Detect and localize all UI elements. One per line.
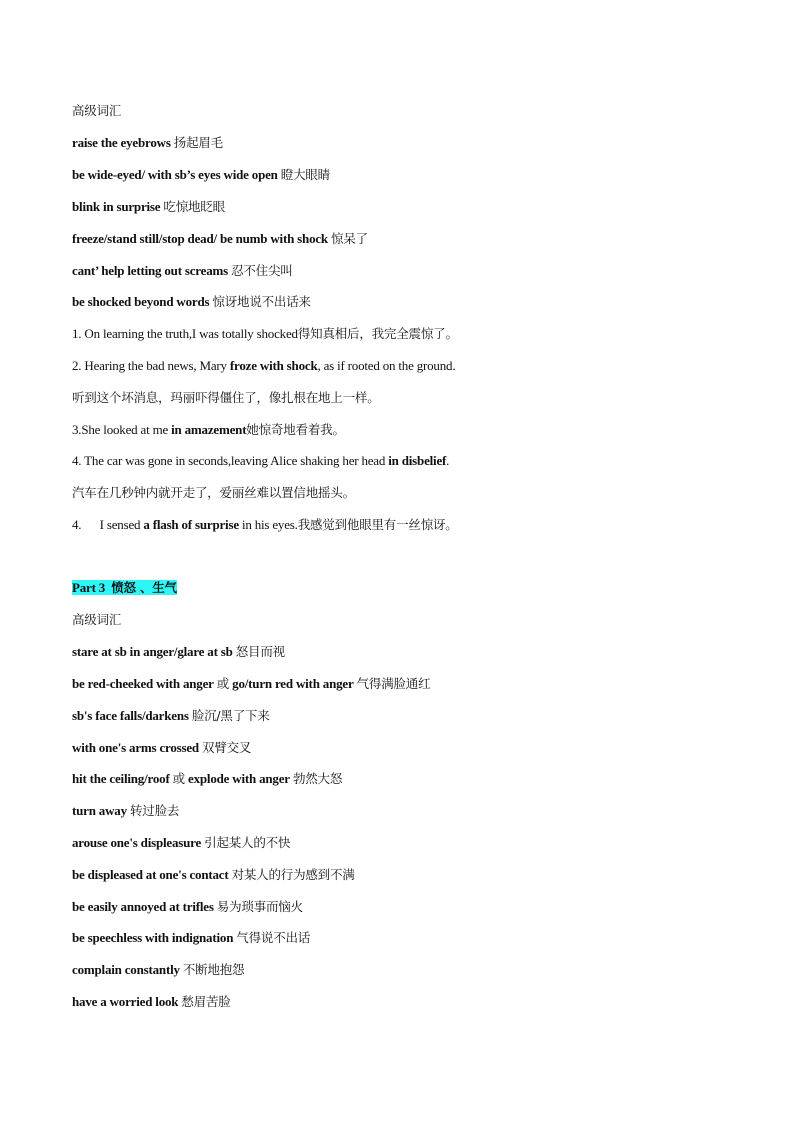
- example-sentence: 4. I sensed a flash of surprise in his eyes.我感觉到他眼里有一丝惊讶。: [72, 517, 458, 532]
- vocab-item: freeze/stand still/stop dead/ be numb with shock 惊呆了: [72, 231, 368, 246]
- vocab-item: turn away 转过脸去: [72, 803, 180, 818]
- vocab-item: be easily annoyed at trifles 易为琐事而恼火: [72, 899, 303, 914]
- section-heading: 高级词汇: [72, 612, 122, 627]
- vocab-item: be red-cheeked with anger 或 go/turn red with anger 气得满脸通红: [72, 676, 431, 691]
- example-sentence: 1. On learning the truth,I was totally shocked得知真相后，我完全震惊了。: [72, 326, 458, 341]
- vocab-item: be displeased at one's contact 对某人的行为感到不满: [72, 867, 355, 882]
- vocab-item: have a worried look 愁眉苦脸: [72, 994, 231, 1009]
- vocab-item: with one's arms crossed 双臂交叉: [72, 740, 252, 755]
- vocab-item: stare at sb in anger/glare at sb 怒目而视: [72, 644, 285, 659]
- part-heading: Part 3 愤怒 、生气: [72, 580, 177, 595]
- example-sentence: 4. The car was gone in seconds,leaving Alice shaking her head in disbelief.: [72, 453, 450, 468]
- vocab-item: blink in surprise 吃惊地眨眼: [72, 199, 225, 214]
- vocab-item: sb's face falls/darkens 脸沉/黑了下来: [72, 708, 270, 723]
- vocab-item: cant’ help letting out screams 忍不住尖叫: [72, 263, 293, 278]
- vocab-item: be shocked beyond words 惊讶地说不出话来: [72, 294, 311, 309]
- vocab-item: hit the ceiling/roof 或 explode with anger 勃然大怒: [72, 771, 343, 786]
- vocab-item: be speechless with indignation 气得说不出话: [72, 930, 311, 945]
- example-sentence: 3.She looked at me in amazement她惊奇地看着我。: [72, 422, 345, 437]
- vocab-item: complain constantly 不断地抱怨: [72, 962, 245, 977]
- example-translation: 听到这个坏消息，玛丽吓得僵住了，像扎根在地上一样。: [72, 390, 380, 405]
- vocab-item: be wide-eyed/ with sb’s eyes wide open 瞪大眼睛: [72, 167, 330, 182]
- section-heading: 高级词汇: [72, 103, 122, 118]
- example-sentence: 2. Hearing the bad news, Mary froze with shock, as if rooted on the ground.: [72, 358, 456, 373]
- vocab-item: arouse one's displeasure 引起某人的不快: [72, 835, 291, 850]
- vocab-item: raise the eyebrows 扬起眉毛: [72, 135, 223, 150]
- example-translation: 汽车在几秒钟内就开走了，爱丽丝难以置信地摇头。: [72, 485, 355, 500]
